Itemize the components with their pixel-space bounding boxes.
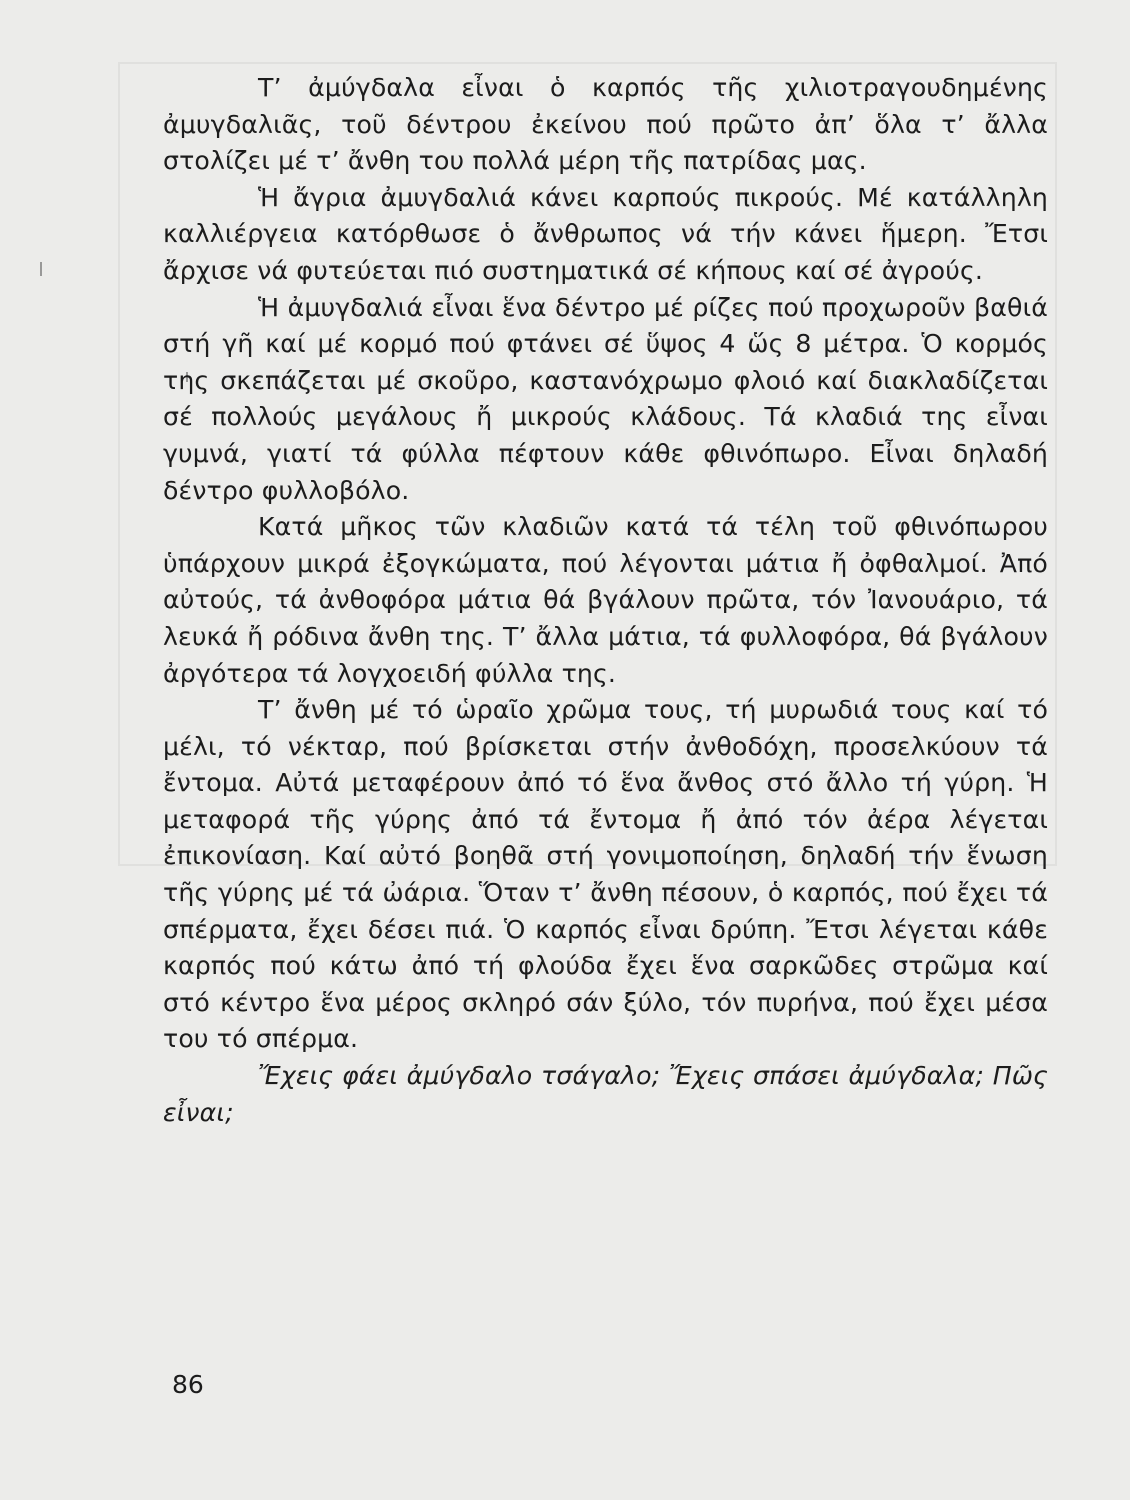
paragraph-buds: Κατά μῆκος τῶν κλαδιῶν κατά τά τέλη τοῦ φθινόπωρου ὑπάρχουν μικρά ἐξογκώματα, πού λέγονται μάτια ἤ ὀφθαλμοί. Ἀπό αὐτούς, τά ἀνθοφόρα μάτια θά βγάλουν πρῶτα, τόν Ἰανουάριο, τά λευκά ἤ ρόδινα ἄνθη της. Τ’ ἄλλα μάτια, τά φυλλοφόρα, θά βγάλουν ἀργότερα τά λογχοειδή φύλλα της. [163, 512, 1048, 688]
paragraph-tree-description: Ἡ ἀμυγδαλιά εἶναι ἕνα δέντρο μέ ρίζες πού προχωροῦν βαθιά στή γῆ καί μέ κορμό πού φτάνει σέ ὕψος 4 ὥς 8 μέτρα. Ὁ κορμός της σκεπάζεται μέ σκοῦρο, καστανόχρωμο φλοιό καί διακλαδίζεται σέ πολλούς μεγάλους ἤ μικρούς κλάδους. Τά κλαδιά της εἶναι γυμνά, γιατί τά φύλλα πέφτουν κάθε φθινόπωρο. Εἶναι δηλαδή δέντρο φυλλοβόλο. [163, 292, 1048, 505]
paragraph-pollination: Τ’ ἄνθη μέ τό ὡραῖο χρῶμα τους, τή μυρωδιά τους καί τό μέλι, τό νέκταρ, πού βρίσκεται στήν ἀνθοδόχη, προσελκύουν τά ἔντομα. Αὐτά μεταφέρουν ἀπό τό ἕνα ἄνθος στό ἄλλο τή γύρη. Ἡ μεταφορά τῆς γύρης ἀπό τά ἔντομα ἤ ἀπό τόν ἀέρα λέγεται ἐπικονίαση. Καί αὐτό βοηθᾶ στή γονιμοποίηση, δηλαδή τήν ἕνωση τῆς γύρης μέ τά ὠάρια. Ὅταν τ’ ἄνθη πέσουν, ὁ καρπός, πού ἔχει τά σπέρματα, ἔχει δέσει πιά. Ὁ καρπός εἶναι δρύπη. Ἔτσι λέγεται κάθε καρπός πού κάτω ἀπό τή φλούδα ἔχει ἕνα σαρκῶδες στρῶμα καί στό κέντρο ἕνα μέρος σκληρό σάν ξύλο, τόν πυρήνα, πού ἔχει μέσα του τό σπέρμα. [163, 695, 1048, 1054]
paragraph-almond-intro: Τ’ ἀμύγδαλα εἶναι ὁ καρπός τῆς χιλιοτραγουδημένης ἀμυγδαλιᾶς, τοῦ δέντρου ἐκείνου πού πρῶτο ἀπ’ ὅλα τ’ ἄλλα στολίζει μέ τ’ ἄνθη του πολλά μέρη τῆς πατρίδας μας. [163, 73, 1048, 176]
margin-mark [40, 262, 42, 276]
paragraph-wild-almond: Ἡ ἄγρια ἀμυγδαλιά κάνει καρπούς πικρούς. Μέ κατάλληλη καλλιέργεια κατόρθωσε ὁ ἄνθρωπος νά τήν κάνει ἥμερη. Ἔτσι ἄρχισε νά φυτεύεται πιό συστηματικά σέ κήπους καί σέ ἀγρούς. [163, 182, 1048, 285]
page-body [163, 70, 1048, 1131]
page-number: 86 [172, 1370, 204, 1399]
paragraph-questions: Ἔχεις φάει ἀμύγδαλο τσάγαλο; Ἔχεις σπάσει ἀμύγδαλα; Πῶς εἶναι; [163, 1061, 1048, 1127]
